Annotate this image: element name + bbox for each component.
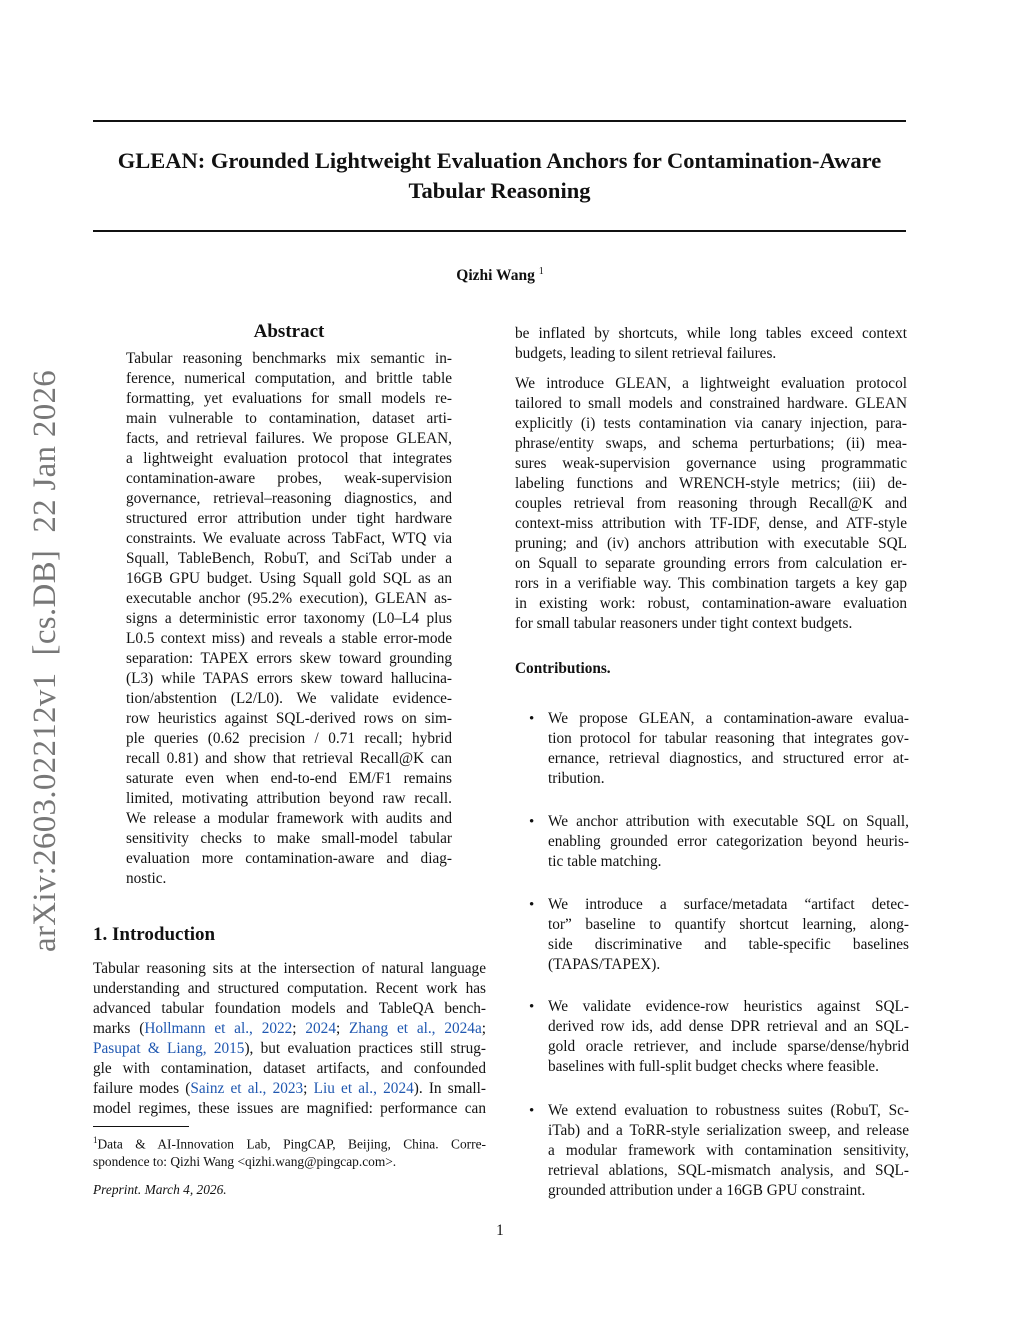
footnote bbox=[93, 1131, 486, 1171]
bullet-line: ernance, retrieval diagnostics, and structured error at- bbox=[548, 750, 909, 767]
footnote-mark: 1 bbox=[93, 1135, 98, 1145]
contribution-text bbox=[548, 895, 909, 975]
bullet-line: side discriminative and table-specific baselines bbox=[548, 936, 909, 953]
bullet-line: We anchor attribution with executable SQL on Squall, bbox=[548, 813, 909, 830]
abstract-line: separation: TAPEX errors skew toward grounding bbox=[126, 650, 452, 667]
abstract-line: limited, motivating attribution beyond raw recall. bbox=[126, 790, 452, 807]
bullet-line: We validate evidence-row heuristics against SQL- bbox=[548, 998, 909, 1015]
intro-line: Tabular reasoning sits at the intersection of natural language bbox=[93, 960, 486, 977]
contribution-text bbox=[548, 997, 909, 1077]
introduction-heading: 1. Introduction bbox=[93, 924, 216, 945]
contribution-text bbox=[548, 1101, 909, 1201]
abstract-heading: Abstract bbox=[253, 321, 325, 342]
intro-line: failure modes (Sainz et al., 2023; Liu et al., 2024). In small- bbox=[93, 1080, 486, 1097]
abstract-line: a lightweight evaluation protocol that integrates bbox=[126, 450, 452, 467]
bullet-icon: • bbox=[529, 814, 535, 830]
abstract-line: We release a modular framework with audits and bbox=[126, 810, 452, 827]
arxiv-identifier: arXiv:2603.02212v1 [cs.DB] 22 Jan 2026 bbox=[27, 369, 63, 952]
intro-text: ), but evaluation practices still strug- bbox=[244, 1040, 487, 1057]
citation-link[interactable]: 2024 bbox=[383, 1080, 414, 1097]
abstract-line: governance, retrieval–reasoning diagnostics, and bbox=[126, 490, 452, 507]
citation-link[interactable]: 2022 bbox=[261, 1020, 293, 1037]
abstract-line: executable anchor (95.2% execution), GLEAN as- bbox=[126, 590, 452, 607]
abstract-line: constraints. We evaluate across TabFact, WTQ via bbox=[126, 530, 452, 547]
bullet-line: iTab) and a ToRR-style serialization sweep, and release bbox=[548, 1122, 909, 1139]
abstract-line: signs a deterministic error taxonomy (L0–L4 plus bbox=[126, 610, 452, 627]
citation-link[interactable]: Liu et al., bbox=[313, 1080, 377, 1097]
bottom-title-rule bbox=[93, 230, 906, 232]
intro-line bbox=[93, 1039, 486, 1059]
bullet-line: (TAPAS/TAPEX). bbox=[548, 956, 661, 973]
footnote-text: Data & AI-Innovation Lab, PingCAP, Beijing, China. Corre- bbox=[97, 1136, 486, 1152]
author-line bbox=[0, 266, 1000, 285]
bullet-line: retrieval ablations, SQL-mismatch analysis, and SQL- bbox=[548, 1162, 909, 1179]
right-line: We introduce GLEAN, a lightweight evaluation protocol bbox=[515, 375, 907, 392]
right-line: budgets, leading to silent retrieval failures. bbox=[515, 345, 777, 362]
abstract-line: L0.5 context miss) and reveals a stable error-mode bbox=[126, 630, 452, 647]
contribution-text bbox=[548, 709, 909, 789]
title-line-2: Tabular Reasoning bbox=[408, 178, 591, 203]
abstract-line: row heuristics against SQL-derived rows on sim- bbox=[126, 710, 452, 727]
abstract-line: recall 0.81) and show that retrieval Recall@K can bbox=[126, 750, 452, 767]
right-line: sures weak-supervision governance using programmatic bbox=[515, 455, 907, 472]
bullet-line: We extend evaluation to robustness suites (RobuT, Sc- bbox=[548, 1102, 909, 1119]
bullet-icon: • bbox=[529, 1103, 535, 1119]
bullet-line: derived row ids, add dense DPR retrieval and an SQL- bbox=[548, 1018, 909, 1035]
abstract-line: 16GB GPU budget. Using Squall gold SQL as an bbox=[126, 570, 452, 587]
citation-link[interactable]: Hollmann et al., bbox=[144, 1020, 253, 1037]
bullet-icon: • bbox=[529, 897, 535, 913]
contributions-heading: Contributions. bbox=[515, 660, 611, 677]
introduction-body bbox=[93, 959, 486, 1119]
intro-text: marks ( bbox=[93, 1020, 145, 1037]
right-line: phrase/entity swaps, and schema perturbations; (ii) mea- bbox=[515, 435, 907, 452]
author-name: Qizhi Wang bbox=[456, 267, 535, 285]
bullet-line: tion protocol for tabular reasoning that integrates gov- bbox=[548, 730, 909, 747]
bullet-line: tribution. bbox=[548, 770, 605, 787]
right-line: pruning; and (iv) anchors attribution with executable SQL bbox=[515, 535, 907, 552]
footnote-line bbox=[93, 1131, 486, 1153]
preprint-notice: Preprint. March 4, 2026. bbox=[93, 1182, 227, 1197]
right-line: on Squall to separate grounding errors from calculation er- bbox=[515, 555, 907, 572]
bullet-line: We propose GLEAN, a contamination-aware evalua- bbox=[548, 710, 909, 727]
bullet-line: grounded attribution under a 16GB GPU constraint. bbox=[548, 1182, 866, 1199]
author-affiliation-mark: 1 bbox=[538, 266, 544, 277]
bullet-line: baselines with full-split budget checks where feasible. bbox=[548, 1058, 879, 1075]
intro-line: gle with contamination, dataset artifacts, and confounded bbox=[93, 1060, 486, 1077]
right-line: rors in a verifiable way. This combination targets a key gap bbox=[515, 575, 907, 592]
abstract-line: main vulnerable to contamination, dataset arti- bbox=[126, 410, 452, 427]
bullet-line: We introduce a surface/metadata “artifact detec- bbox=[548, 896, 909, 913]
bullet-line: enabling grounded error categorization beyond heuris- bbox=[548, 833, 909, 850]
intro-text: failure modes ( bbox=[93, 1080, 191, 1097]
bullet-line: tor” baseline to quantify shortcut learning, along- bbox=[548, 916, 909, 933]
right-line: tailored to small models and constrained hardware. GLEAN bbox=[515, 395, 907, 412]
intro-line: model regimes, these issues are magnified: performance can bbox=[93, 1100, 486, 1117]
abstract-line: tion/abstention (L2/L0). We validate evidence- bbox=[126, 690, 452, 707]
citation-link[interactable]: Sainz et al., bbox=[190, 1080, 267, 1097]
abstract-line: Squall, TableBench, RobuT, and SciTab under a bbox=[126, 550, 452, 567]
bullet-line: gold oracle retriever, and include sparse/dense/hybrid bbox=[548, 1038, 909, 1055]
abstract-line: formatting, yet evaluations for small models re- bbox=[126, 390, 452, 407]
bullet-icon: • bbox=[529, 711, 535, 727]
citation-link[interactable]: Pasupat & Liang, bbox=[93, 1040, 207, 1057]
citation-link[interactable]: 2015 bbox=[213, 1040, 245, 1057]
page-number: 1 bbox=[496, 1222, 504, 1239]
abstract-line: facts, and retrieval failures. We propose GLEAN, bbox=[126, 430, 452, 447]
citation-link[interactable]: 2024 bbox=[305, 1020, 336, 1037]
glean-paragraph bbox=[515, 374, 907, 634]
abstract-line: nostic. bbox=[126, 870, 167, 887]
intro-line: marks (Hollmann et al., 2022; 2024; Zhang et al., 2024a; bbox=[93, 1020, 486, 1037]
top-rule bbox=[93, 120, 906, 122]
right-line: explicitly (i) tests contamination via canary injection, para- bbox=[515, 415, 907, 432]
abstract-line: saturate even when end-to-end EM/F1 remains bbox=[126, 770, 452, 787]
abstract-line: ference, numerical computation, and brittle table bbox=[126, 370, 452, 387]
contribution-text bbox=[548, 812, 909, 872]
citation-link[interactable]: Zhang et al., bbox=[349, 1020, 436, 1037]
intro-line: understanding and structured computation. Recent work has bbox=[93, 980, 486, 997]
abstract-line: structured error attribution under tight hardware bbox=[126, 510, 452, 527]
right-line: in existing work: robust, contamination-aware evaluation bbox=[515, 595, 907, 612]
right-line: for small tabular reasoners under tight context budgets. bbox=[515, 615, 853, 632]
abstract-line: Tabular reasoning benchmarks mix semantic in- bbox=[126, 350, 452, 367]
intro-continued bbox=[515, 324, 907, 364]
citation-link[interactable]: 2024a bbox=[444, 1020, 482, 1037]
intro-text: ). In small- bbox=[413, 1080, 486, 1097]
abstract-line: ple queries (0.62 precision / 0.71 recall; hybrid bbox=[126, 730, 452, 747]
right-line: couples retrieval from reasoning through Recall@K and bbox=[515, 495, 907, 512]
footnote-rule bbox=[93, 1126, 189, 1127]
footnote-line: spondence to: Qizhi Wang <qizhi.wang@pingcap.com>. bbox=[93, 1154, 397, 1170]
right-line: labeling functions and WRENCH-style metrics; (iii) de- bbox=[515, 475, 907, 492]
right-line: be inflated by shortcuts, while long tables exceed context bbox=[515, 325, 907, 342]
title-line-1: GLEAN: Grounded Lightweight Evaluation Anchors for Contamination-Aware bbox=[117, 148, 882, 173]
citation-link[interactable]: 2023 bbox=[272, 1080, 304, 1097]
paper-title bbox=[93, 146, 906, 206]
abstract-line: (L3) while TAPAS errors skew toward hallucina- bbox=[126, 670, 452, 687]
abstract-line: contamination-aware probes, weak-supervision bbox=[126, 470, 452, 487]
bullet-icon: • bbox=[529, 999, 535, 1015]
intro-line: advanced tabular foundation models and TableQA bench- bbox=[93, 1000, 486, 1017]
abstract-line: evaluation more contamination-aware and diag- bbox=[126, 850, 452, 867]
abstract-body bbox=[126, 349, 452, 889]
bullet-line: tic table matching. bbox=[548, 853, 662, 870]
bullet-line: a modular framework with contamination sensitivity, bbox=[548, 1142, 909, 1159]
right-line: context-miss attribution with TF-IDF, dense, and ATF-style bbox=[515, 515, 907, 532]
abstract-line: sensitivity checks to make small-model tabular bbox=[126, 830, 452, 847]
